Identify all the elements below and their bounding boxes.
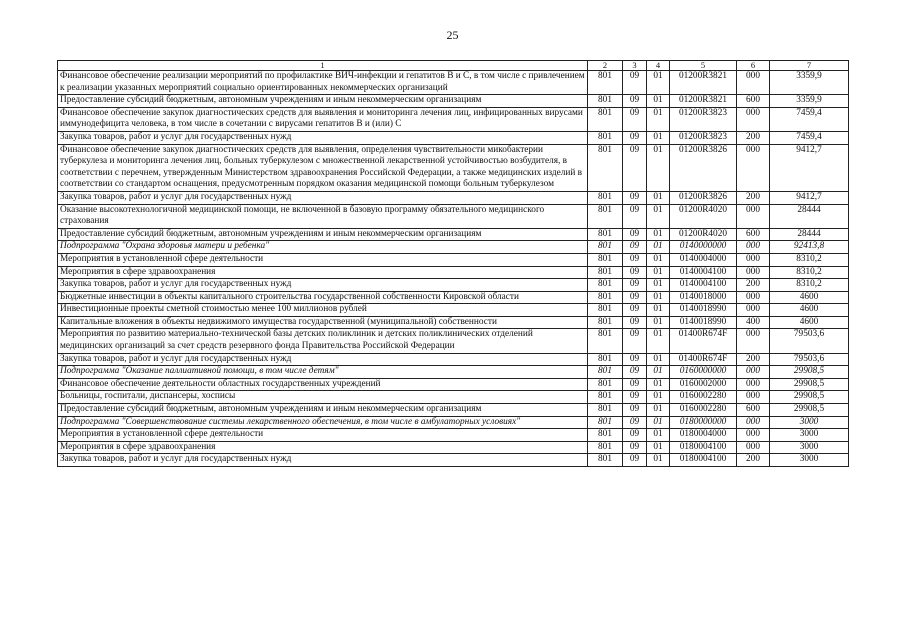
ministry-code: 801: [588, 144, 623, 191]
ministry-code: 801: [588, 404, 623, 417]
ministry-code: 801: [588, 191, 623, 204]
section-code: 09: [623, 253, 647, 266]
target-article-code: 0140004100: [670, 279, 737, 292]
amount-value: 7459,4: [770, 107, 849, 131]
table-row: [58, 316, 849, 329]
line-item-name: Закупка товаров, работ и услуг для государственных нужд: [58, 279, 588, 292]
target-article-code: 01400R674F: [670, 353, 737, 366]
target-article-code: 01200R4020: [670, 204, 737, 228]
line-item-name: Мероприятия в установленной сфере деятельности: [58, 429, 588, 442]
amount-value: 3359,9: [770, 95, 849, 108]
subsection-code: 01: [647, 266, 670, 279]
expense-type-code: 000: [737, 71, 770, 95]
expense-type-code: 000: [737, 107, 770, 131]
expense-type-code: 200: [737, 279, 770, 292]
column-header: 2: [588, 61, 623, 71]
subsection-code: 01: [647, 107, 670, 131]
expense-type-code: 000: [737, 304, 770, 317]
column-header: 6: [737, 61, 770, 71]
subsection-code: 01: [647, 144, 670, 191]
section-code: 09: [623, 441, 647, 454]
target-article-code: 01400R674F: [670, 329, 737, 353]
amount-value: 79503,6: [770, 353, 849, 366]
table-row: [58, 416, 849, 429]
target-article-code: 0140018990: [670, 316, 737, 329]
line-item-name: Мероприятия в сфере здравоохранения: [58, 266, 588, 279]
subsection-code: 01: [647, 378, 670, 391]
line-item-name: Оказание высокотехнологичной медицинской помощи, не включенной в базовую программу обязательного медицинского страхования: [58, 204, 588, 228]
table-row: [58, 404, 849, 417]
section-code: 09: [623, 95, 647, 108]
line-item-name: Подпрограмма "Оказание паллиативной помощи, в том числе детям": [58, 366, 588, 379]
header-row: [58, 61, 849, 71]
section-code: 09: [623, 304, 647, 317]
budget-table: [57, 60, 849, 467]
table-row: [58, 228, 849, 241]
line-item-name: Предоставление субсидий бюджетным, автономным учреждениям и иным некоммерческим организациям: [58, 228, 588, 241]
expense-type-code: 400: [737, 316, 770, 329]
line-item-name: Подпрограмма "Охрана здоровья матери и ребенка": [58, 241, 588, 254]
expense-type-code: 000: [737, 416, 770, 429]
section-code: 09: [623, 291, 647, 304]
amount-value: 29908,5: [770, 391, 849, 404]
ministry-code: 801: [588, 441, 623, 454]
ministry-code: 801: [588, 204, 623, 228]
line-item-name: Закупка товаров, работ и услуг для государственных нужд: [58, 353, 588, 366]
line-item-name: Мероприятия в сфере здравоохранения: [58, 441, 588, 454]
subsection-code: 01: [647, 429, 670, 442]
table-row: [58, 329, 849, 353]
expense-type-code: 200: [737, 454, 770, 467]
subsection-code: 01: [647, 391, 670, 404]
amount-value: 29908,5: [770, 366, 849, 379]
table-row: [58, 378, 849, 391]
amount-value: 3000: [770, 441, 849, 454]
expense-type-code: 200: [737, 191, 770, 204]
target-article-code: 0140004100: [670, 266, 737, 279]
subsection-code: 01: [647, 366, 670, 379]
target-article-code: 0140004000: [670, 253, 737, 266]
expense-type-code: 200: [737, 131, 770, 144]
expense-type-code: 000: [737, 366, 770, 379]
target-article-code: 01200R3821: [670, 71, 737, 95]
section-code: 09: [623, 378, 647, 391]
table-row: [58, 304, 849, 317]
subsection-code: 01: [647, 404, 670, 417]
section-code: 09: [623, 404, 647, 417]
subsection-code: 01: [647, 241, 670, 254]
subsection-code: 01: [647, 454, 670, 467]
ministry-code: 801: [588, 304, 623, 317]
expense-type-code: 000: [737, 204, 770, 228]
subsection-code: 01: [647, 304, 670, 317]
table-row: [58, 71, 849, 95]
ministry-code: 801: [588, 353, 623, 366]
line-item-name: Предоставление субсидий бюджетным, автономным учреждениям и иным некоммерческим организациям: [58, 404, 588, 417]
target-article-code: 0140018990: [670, 304, 737, 317]
table-row: [58, 291, 849, 304]
amount-value: 8310,2: [770, 266, 849, 279]
expense-type-code: 600: [737, 95, 770, 108]
subsection-code: 01: [647, 416, 670, 429]
line-item-name: Финансовое обеспечение закупок диагностических средств для выявления, определения чувствительности микобактерии туберкулеза и мониторинга лечения лиц, больных туберкулезом с множественной лекарственной устойчивостью возбудителя, в соответствии с перечнем, утвержденным Министерством здравоохранения Российской Федерации, а также медицинских изделий в соответствии со стандартом оснащения, предусмотренным порядком оказания медицинской помощи больным туберкулезом: [58, 144, 588, 191]
section-code: 09: [623, 131, 647, 144]
amount-value: 3000: [770, 454, 849, 467]
section-code: 09: [623, 71, 647, 95]
ministry-code: 801: [588, 71, 623, 95]
subsection-code: 01: [647, 253, 670, 266]
target-article-code: 01200R3821: [670, 95, 737, 108]
ministry-code: 801: [588, 107, 623, 131]
expense-type-code: 000: [737, 266, 770, 279]
line-item-name: Закупка товаров, работ и услуг для государственных нужд: [58, 454, 588, 467]
amount-value: 79503,6: [770, 329, 849, 353]
target-article-code: 0140000000: [670, 241, 737, 254]
table-row: [58, 366, 849, 379]
amount-value: 8310,2: [770, 279, 849, 292]
ministry-code: 801: [588, 454, 623, 467]
target-article-code: 0180004100: [670, 441, 737, 454]
column-header: 1: [58, 61, 588, 71]
line-item-name: Финансовое обеспечение деятельности областных государственных учреждений: [58, 378, 588, 391]
target-article-code: 0160002000: [670, 378, 737, 391]
subsection-code: 01: [647, 329, 670, 353]
expense-type-code: 000: [737, 241, 770, 254]
target-article-code: 0160000000: [670, 366, 737, 379]
subsection-code: 01: [647, 191, 670, 204]
section-code: 09: [623, 454, 647, 467]
table-row: [58, 107, 849, 131]
line-item-name: Предоставление субсидий бюджетным, автономным учреждениям и иным некоммерческим организациям: [58, 95, 588, 108]
table-row: [58, 353, 849, 366]
amount-value: 9412,7: [770, 191, 849, 204]
section-code: 09: [623, 416, 647, 429]
subsection-code: 01: [647, 441, 670, 454]
expense-type-code: 600: [737, 228, 770, 241]
target-article-code: 01200R3826: [670, 144, 737, 191]
amount-value: 3359,9: [770, 71, 849, 95]
target-article-code: 0140018000: [670, 291, 737, 304]
amount-value: 7459,4: [770, 131, 849, 144]
ministry-code: 801: [588, 131, 623, 144]
table-row: [58, 266, 849, 279]
expense-type-code: 000: [737, 144, 770, 191]
line-item-name: Капитальные вложения в объекты недвижимого имущества государственной (муниципальной) собственности: [58, 316, 588, 329]
expense-type-code: 000: [737, 441, 770, 454]
column-header: 3: [623, 61, 647, 71]
section-code: 09: [623, 429, 647, 442]
table-row: [58, 204, 849, 228]
subsection-code: 01: [647, 71, 670, 95]
ministry-code: 801: [588, 266, 623, 279]
expense-type-code: 000: [737, 291, 770, 304]
subsection-code: 01: [647, 204, 670, 228]
expense-type-code: 000: [737, 329, 770, 353]
ministry-code: 801: [588, 429, 623, 442]
target-article-code: 0180004000: [670, 429, 737, 442]
ministry-code: 801: [588, 391, 623, 404]
expense-type-code: 000: [737, 378, 770, 391]
line-item-name: Мероприятия по развитию материально-технической базы детских поликлиник и детских поликлинических отделений медицинских организаций за счет средств резервного фонда Правительства Российской Федерации: [58, 329, 588, 353]
line-item-name: Мероприятия в установленной сфере деятельности: [58, 253, 588, 266]
line-item-name: Финансовое обеспечение реализации мероприятий по профилактике ВИЧ-инфекции и гепатитов В и С, в том числе с привлечением к реализации указанных мероприятий социально ориентированных некоммерческих организаций: [58, 71, 588, 95]
ministry-code: 801: [588, 366, 623, 379]
expense-type-code: 000: [737, 429, 770, 442]
section-code: 09: [623, 144, 647, 191]
table-row: [58, 429, 849, 442]
section-code: 09: [623, 228, 647, 241]
section-code: 09: [623, 241, 647, 254]
amount-value: 4600: [770, 316, 849, 329]
section-code: 09: [623, 366, 647, 379]
table-row: [58, 95, 849, 108]
line-item-name: Финансовое обеспечение закупок диагностических средств для выявления и мониторинга лечения лиц, инфицированных вирусами иммунодефицита человека, в том числе в сочетании с вирусами гепатитов В и (или) С: [58, 107, 588, 131]
section-code: 09: [623, 353, 647, 366]
section-code: 09: [623, 266, 647, 279]
ministry-code: 801: [588, 291, 623, 304]
target-article-code: 01200R3823: [670, 131, 737, 144]
subsection-code: 01: [647, 291, 670, 304]
amount-value: 3000: [770, 429, 849, 442]
target-article-code: 01200R3826: [670, 191, 737, 204]
target-article-code: 0180000000: [670, 416, 737, 429]
amount-value: 29908,5: [770, 404, 849, 417]
column-header: 5: [670, 61, 737, 71]
expense-type-code: 000: [737, 391, 770, 404]
line-item-name: Подпрограмма "Совершенствование системы лекарственного обеспечения, в том числе в амбулаторных условиях": [58, 416, 588, 429]
amount-value: 28444: [770, 228, 849, 241]
ministry-code: 801: [588, 228, 623, 241]
table-row: [58, 144, 849, 191]
expense-type-code: 600: [737, 404, 770, 417]
page-number: 25: [446, 28, 459, 42]
table-row: [58, 241, 849, 254]
ministry-code: 801: [588, 253, 623, 266]
subsection-code: 01: [647, 228, 670, 241]
line-item-name: Больницы, госпитали, диспансеры, хосписы: [58, 391, 588, 404]
amount-value: 28444: [770, 204, 849, 228]
amount-value: 4600: [770, 291, 849, 304]
ministry-code: 801: [588, 316, 623, 329]
target-article-code: 0160002280: [670, 404, 737, 417]
section-code: 09: [623, 191, 647, 204]
table-row: [58, 279, 849, 292]
expense-type-code: 200: [737, 353, 770, 366]
ministry-code: 801: [588, 416, 623, 429]
ministry-code: 801: [588, 329, 623, 353]
amount-value: 8310,2: [770, 253, 849, 266]
amount-value: 29908,5: [770, 378, 849, 391]
table-row: [58, 391, 849, 404]
table-row: [58, 454, 849, 467]
subsection-code: 01: [647, 131, 670, 144]
target-article-code: 0160002280: [670, 391, 737, 404]
table-row: [58, 441, 849, 454]
ministry-code: 801: [588, 95, 623, 108]
section-code: 09: [623, 316, 647, 329]
section-code: 09: [623, 391, 647, 404]
column-header: 4: [647, 61, 670, 71]
table-row: [58, 191, 849, 204]
target-article-code: 01200R4020: [670, 228, 737, 241]
section-code: 09: [623, 329, 647, 353]
amount-value: 9412,7: [770, 144, 849, 191]
ministry-code: 801: [588, 279, 623, 292]
target-article-code: 0180004100: [670, 454, 737, 467]
table-row: [58, 131, 849, 144]
section-code: 09: [623, 279, 647, 292]
target-article-code: 01200R3823: [670, 107, 737, 131]
line-item-name: Закупка товаров, работ и услуг для государственных нужд: [58, 191, 588, 204]
line-item-name: Инвестиционные проекты сметной стоимостью менее 100 миллионов рублей: [58, 304, 588, 317]
column-header: 7: [770, 61, 849, 71]
amount-value: 4600: [770, 304, 849, 317]
ministry-code: 801: [588, 241, 623, 254]
section-code: 09: [623, 107, 647, 131]
line-item-name: Бюджетные инвестиции в объекты капитального строительства государственной собственности Кировской области: [58, 291, 588, 304]
subsection-code: 01: [647, 95, 670, 108]
expense-type-code: 000: [737, 253, 770, 266]
subsection-code: 01: [647, 353, 670, 366]
line-item-name: Закупка товаров, работ и услуг для государственных нужд: [58, 131, 588, 144]
amount-value: 3000: [770, 416, 849, 429]
subsection-code: 01: [647, 316, 670, 329]
ministry-code: 801: [588, 378, 623, 391]
section-code: 09: [623, 204, 647, 228]
subsection-code: 01: [647, 279, 670, 292]
table-row: [58, 253, 849, 266]
amount-value: 92413,8: [770, 241, 849, 254]
